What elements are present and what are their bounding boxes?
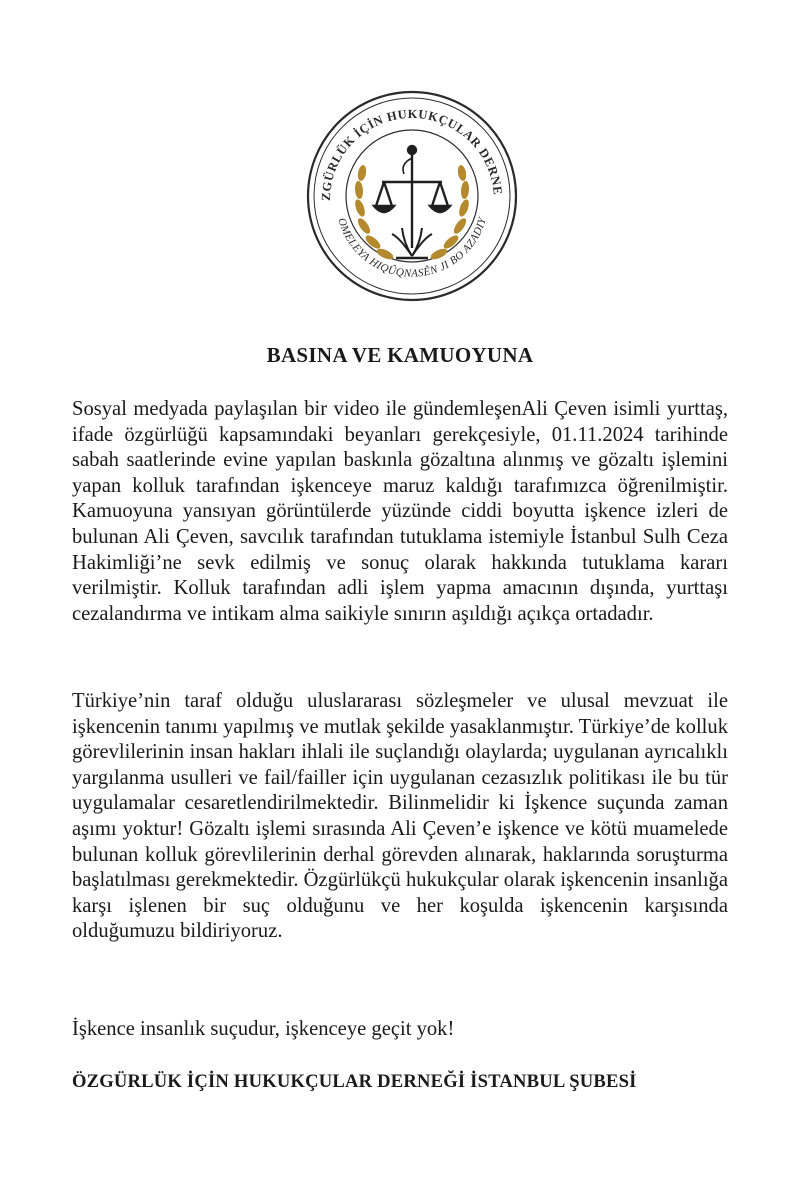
slogan-line: İşkence insanlık suçudur, işkenceye geçit yok! — [72, 1018, 455, 1040]
scales-icon — [374, 146, 450, 248]
document-title: BASINA VE KAMUOYUNA — [266, 343, 534, 367]
logo-seal-graphic — [304, 88, 520, 304]
logo-top-text: ZGÜRLÜK İÇİN HUKUKÇULAR DERNE — [318, 106, 505, 202]
paragraph-1: Sosyal medyada paylaşılan bir video ile gündemleşenAli Çeven isimli yurttaş, ifade özgürlüğü kapsamındaki beyanları gerekçesiyle, 01.11.2024 tarihinde sabah saatlerinde evine yapılan baskınla gözaltına alınmış ve gözaltı işlemini yapan kolluk tarafından işkenceye maruz kaldığı tarafımızca öğrenilmiştir. Kamuoyuna yansıyan görüntülerde yüzünde ciddi boyutta işkence izleri de bulunan Ali Çeven, savcılık tarafından tutuklama istemiyle İstanbul Sulh Ceza Hakimliği’ne sevk edilmiş ve sonuç olarak hakkında tutuklama kararı verilmiştir. Kolluk tarafından adli işlem yapma amacının dışında, yurttaşı cezalandırma ve intikam alma saikiyle sınırın aşıldığı açıkça ortadadır. — [72, 398, 728, 625]
signature-organization: ÖZGÜRLÜK İÇİN HUKUKÇULAR DERNEĞİ İSTANBUL ŞUBESİ — [72, 1071, 637, 1092]
association-logo — [304, 88, 520, 304]
logo-bottom-text: OMELEYA HIQÛQNASÊN JI BO AZADIY — [335, 216, 489, 280]
paragraph-2: Türkiye’nin taraf olduğu uluslararası sözleşmeler ve ulusal mevzuat ile işkencenin tanımı yapılmış ve mutlak şekilde yasaklanmıştır. Türkiye’de kolluk görevlilerinin insan hakları ihlali ile suçlandığı olaylarda; uygulanan ayrıcalıklı yargılanma usulleri ve fail/failler için uygulanan cezasızlık politikası ile bu tür uygulamalar cesaretlendirilmektedir. Bilinmelidir ki İşkence suçunda zaman aşımı yoktur! Gözaltı işlemi sırasında Ali Çeven’e işkence ve kötü muamelede bulunan kolluk görevlilerinin derhal görevden alınarak, haklarında soruşturma başlatılması gerekmektedir. Özgürlükçü hukukçular olarak işkencenin insanlığa karşı işlenen bir suç olduğunu ve her koşulda işkencenin karşısında olduğumuzu bildiriyoruz. — [72, 690, 728, 943]
